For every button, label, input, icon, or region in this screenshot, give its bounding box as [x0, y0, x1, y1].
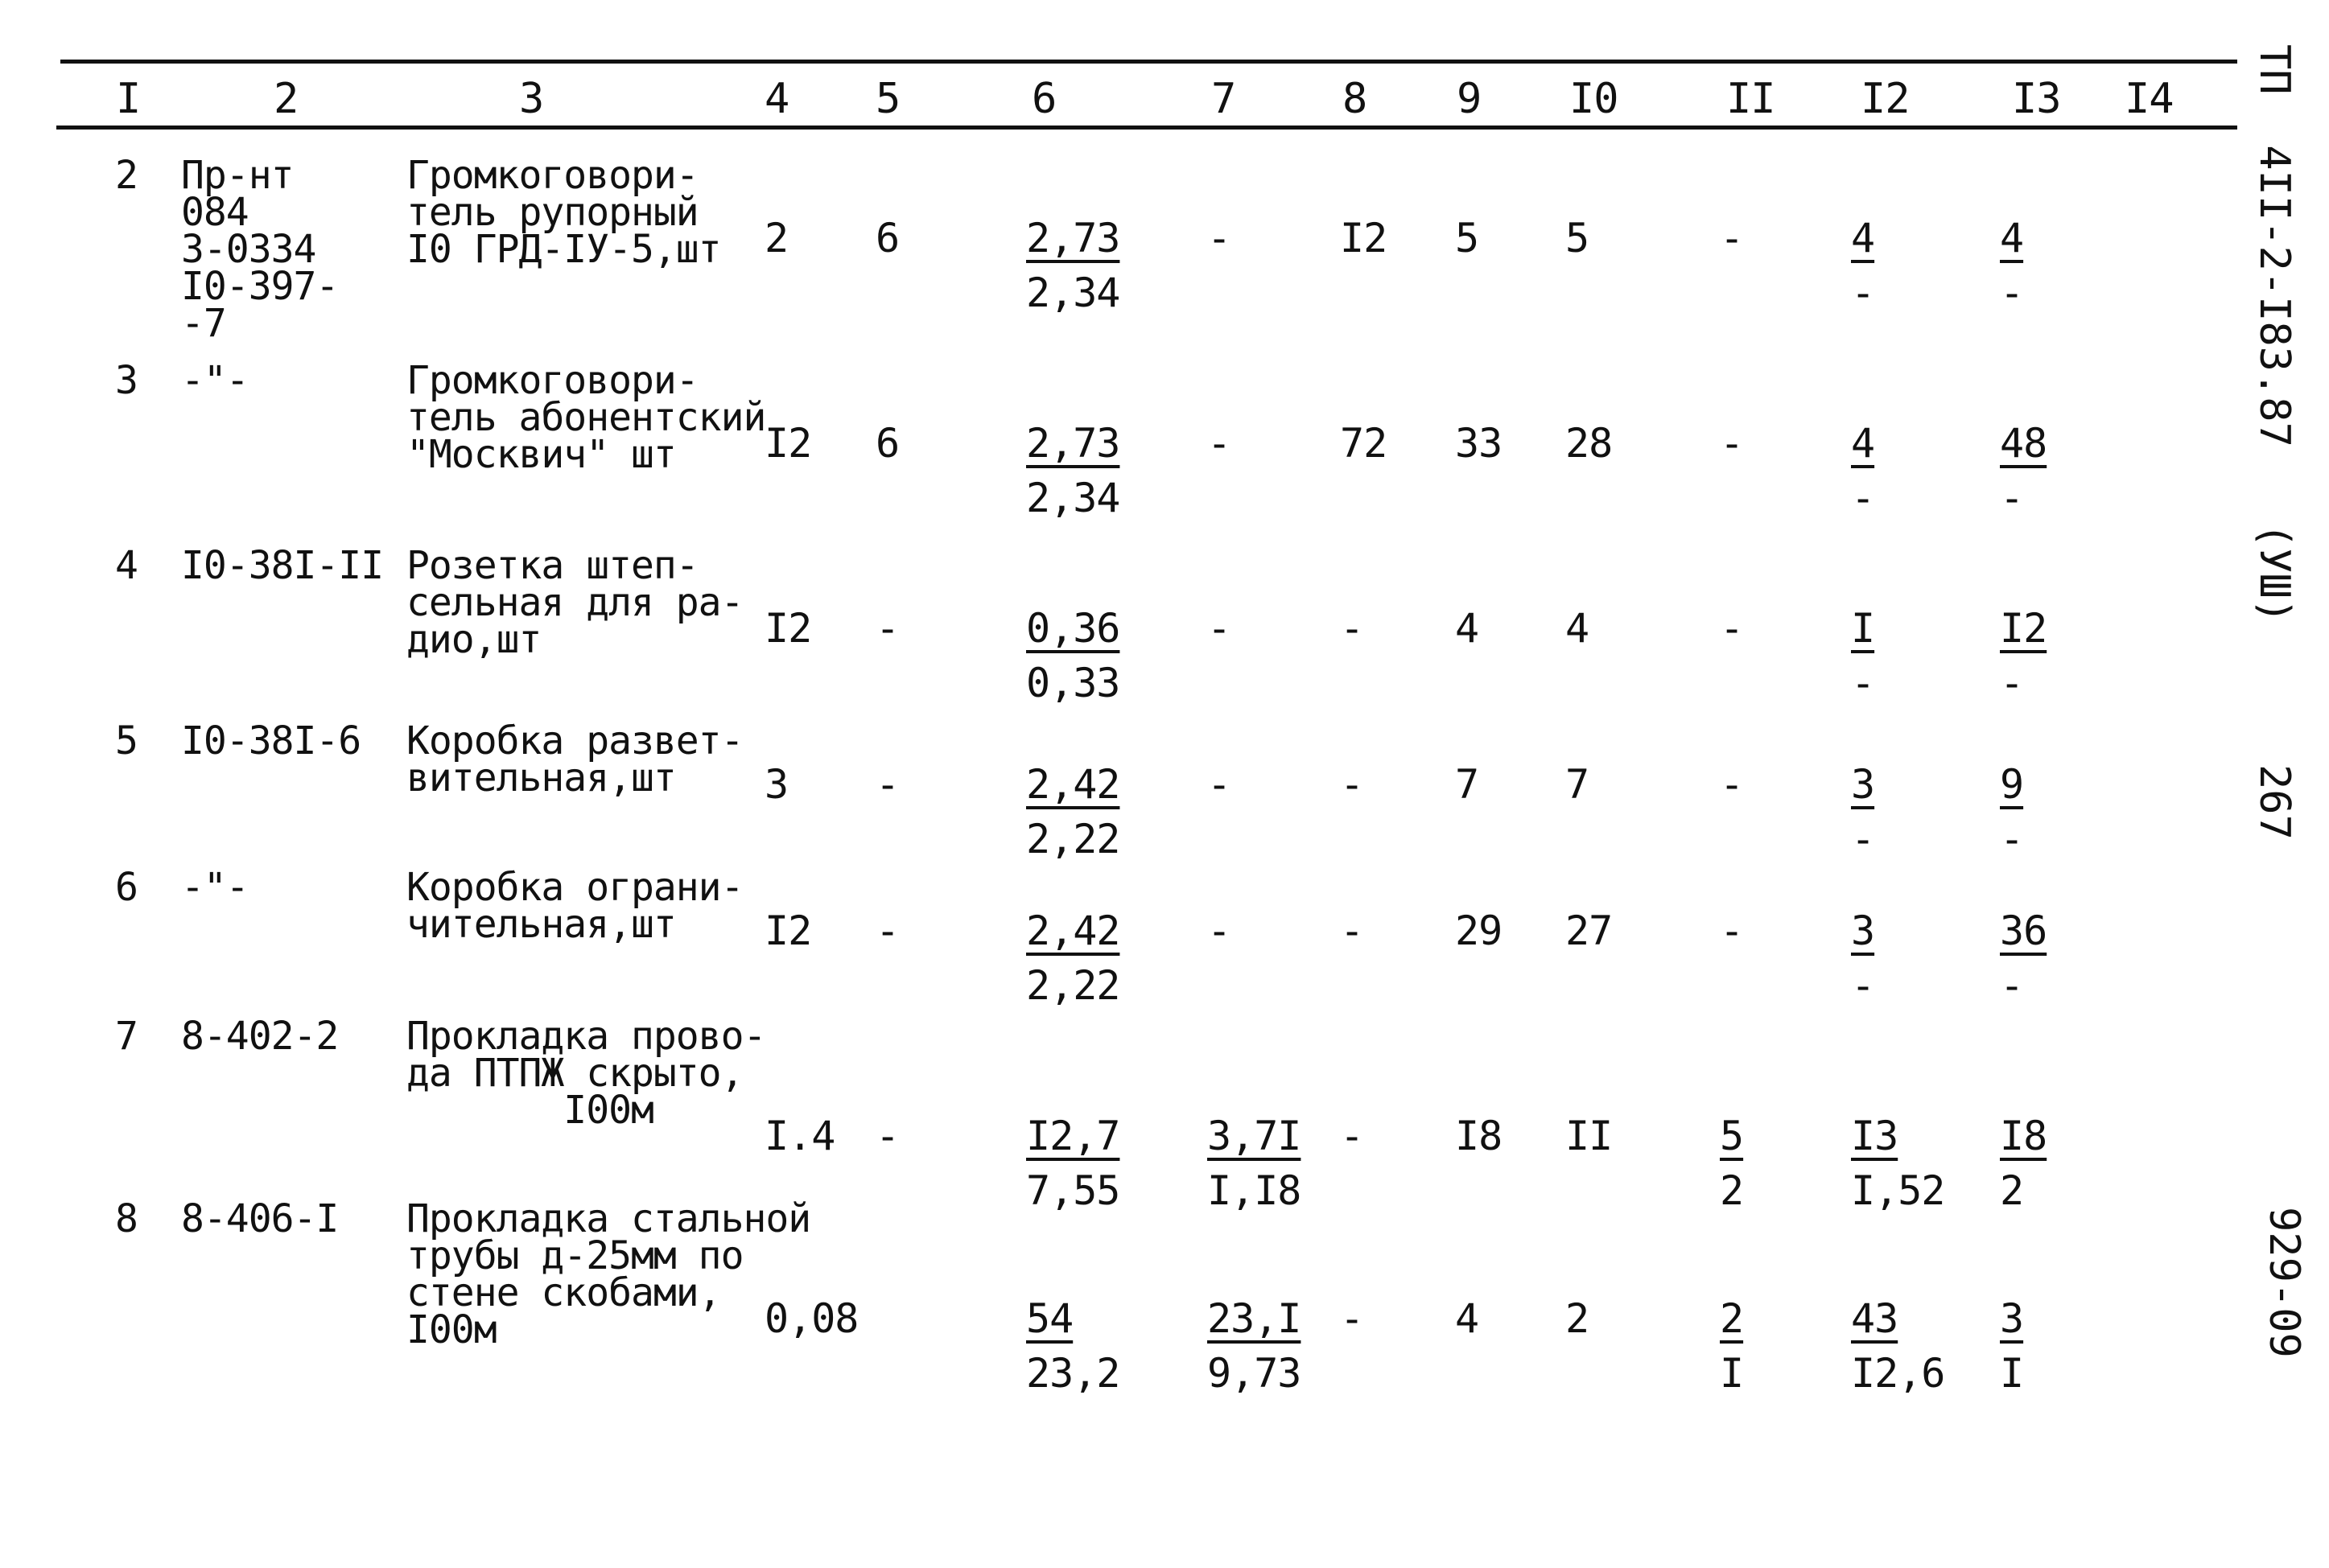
- col-header-9: 9: [1457, 75, 1482, 123]
- col11-top: -: [1720, 420, 1744, 467]
- work-name: Громкоговори- тель рупорный I0 ГРД-IУ-5,шт: [406, 153, 721, 272]
- top-rule: [60, 60, 2237, 64]
- col9-value: I8: [1455, 1113, 1503, 1159]
- col8-value: -: [1340, 1295, 1364, 1342]
- col7-bottom: 9,73: [1207, 1350, 1301, 1397]
- col13-top: I2: [2000, 605, 2047, 652]
- col8-value: I2: [1340, 215, 1387, 261]
- col5-value: -: [876, 761, 900, 808]
- col12-top: 4: [1851, 215, 1875, 261]
- col6-bottom: 23,2: [1026, 1350, 1120, 1397]
- row-number: 8: [115, 1196, 138, 1241]
- col7-top: -: [1207, 215, 1231, 261]
- side-doc-code: ТП 4II-2-I83.87 (УШ): [2250, 44, 2298, 624]
- col6-bottom: 0,33: [1026, 660, 1120, 706]
- col13-bottom: I: [2000, 1350, 2024, 1397]
- col9-value: 7: [1455, 761, 1479, 808]
- col12-top: 3: [1851, 907, 1875, 954]
- col13-bottom: 2: [2000, 1167, 2024, 1214]
- col-header-7: 7: [1211, 75, 1236, 123]
- col6-top: 2,42: [1026, 761, 1120, 808]
- col12-bottom: -: [1851, 475, 1875, 521]
- col13-top: 36: [2000, 907, 2047, 954]
- col-header-5: 5: [876, 75, 901, 123]
- col6-top: 2,73: [1026, 420, 1120, 467]
- col12-bottom: I2,6: [1851, 1350, 1945, 1397]
- rate-code: -"-: [181, 358, 249, 403]
- row-number: 4: [115, 543, 138, 588]
- col5-value: -: [876, 605, 900, 652]
- col9-value: 29: [1455, 907, 1503, 954]
- col12-bottom: -: [1851, 660, 1875, 706]
- col6-top: I2,7: [1026, 1113, 1120, 1159]
- col6-top: 2,42: [1026, 907, 1120, 954]
- col4-quantity: I2: [765, 605, 812, 652]
- col7-top: -: [1207, 420, 1231, 467]
- col10-value: 5: [1565, 215, 1589, 261]
- col5-value: 6: [876, 215, 900, 261]
- row-number: 3: [115, 358, 138, 403]
- col12-bottom: I,52: [1851, 1167, 1945, 1214]
- col13-bottom: -: [2000, 270, 2024, 316]
- col4-quantity: 2: [765, 215, 789, 261]
- work-name: Коробка ограни- чительная,шт: [406, 865, 744, 947]
- col10-value: 2: [1565, 1295, 1589, 1342]
- row-number: 7: [115, 1014, 138, 1059]
- col12-top: 3: [1851, 761, 1875, 808]
- col10-value: 28: [1565, 420, 1613, 467]
- col-header-13: I3: [2012, 75, 2061, 123]
- col9-value: 33: [1455, 420, 1503, 467]
- col13-bottom: -: [2000, 816, 2024, 862]
- col13-bottom: -: [2000, 475, 2024, 521]
- col-header-4: 4: [765, 75, 789, 123]
- col11-bottom: 2: [1720, 1167, 1744, 1214]
- row-number: 5: [115, 718, 138, 763]
- col10-value: 27: [1565, 907, 1613, 954]
- row-number: 6: [115, 865, 138, 910]
- col-header-10: I0: [1569, 75, 1618, 123]
- col11-top: -: [1720, 907, 1744, 954]
- work-name: Коробка развет- вительная,шт: [406, 718, 744, 800]
- rate-code: I0-38I-II: [181, 543, 384, 588]
- rate-code: -"-: [181, 865, 249, 910]
- col6-top: 54: [1026, 1295, 1074, 1342]
- work-name: Прокладка стальной трубы д-25мм по стене скобами, I00м: [406, 1196, 811, 1352]
- col6-bottom: 7,55: [1026, 1167, 1120, 1214]
- col-header-2: 2: [274, 75, 299, 123]
- col11-top: -: [1720, 215, 1744, 261]
- col11-top: -: [1720, 605, 1744, 652]
- col13-top: 4: [2000, 215, 2024, 261]
- col12-top: I3: [1851, 1113, 1898, 1159]
- col-header-14: I4: [2125, 75, 2174, 123]
- col9-value: 4: [1455, 1295, 1479, 1342]
- rate-code: I0-38I-6: [181, 718, 361, 763]
- col-header-8: 8: [1342, 75, 1367, 123]
- header-rule: [56, 126, 2237, 130]
- col6-bottom: 2,22: [1026, 962, 1120, 1009]
- col13-top: 9: [2000, 761, 2024, 808]
- col4-quantity: I2: [765, 907, 812, 954]
- col6-bottom: 2,22: [1026, 816, 1120, 862]
- col-header-11: II: [1726, 75, 1775, 123]
- col8-value: -: [1340, 907, 1364, 954]
- col8-value: -: [1340, 761, 1364, 808]
- col5-value: 6: [876, 420, 900, 467]
- rate-code: 8-402-2: [181, 1014, 339, 1059]
- col10-value: 4: [1565, 605, 1589, 652]
- col10-value: 7: [1565, 761, 1589, 808]
- col7-top: -: [1207, 761, 1231, 808]
- col11-top: 5: [1720, 1113, 1744, 1159]
- col7-bottom: I,I8: [1207, 1167, 1301, 1214]
- col13-bottom: -: [2000, 962, 2024, 1009]
- col4-quantity: 0,08: [765, 1295, 859, 1342]
- col5-value: -: [876, 907, 900, 954]
- col-header-1: I: [116, 75, 141, 123]
- col-header-12: I2: [1861, 75, 1910, 123]
- col12-bottom: -: [1851, 962, 1875, 1009]
- col13-top: I8: [2000, 1113, 2047, 1159]
- col8-value: 72: [1340, 420, 1387, 467]
- col6-top: 2,73: [1026, 215, 1120, 261]
- col12-top: 4: [1851, 420, 1875, 467]
- col7-top: -: [1207, 907, 1231, 954]
- col11-top: 2: [1720, 1295, 1744, 1342]
- col12-top: 43: [1851, 1295, 1898, 1342]
- col7-top: 3,7I: [1207, 1113, 1301, 1159]
- side-page-number: 267: [2250, 764, 2298, 840]
- work-name: Громкоговори- тель абонентский "Москвич" шт: [406, 358, 766, 477]
- col13-bottom: -: [2000, 660, 2024, 706]
- col6-top: 0,36: [1026, 605, 1120, 652]
- col-header-6: 6: [1032, 75, 1057, 123]
- col8-value: -: [1340, 1113, 1364, 1159]
- col4-quantity: I2: [765, 420, 812, 467]
- col7-top: 23,I: [1207, 1295, 1301, 1342]
- col6-bottom: 2,34: [1026, 270, 1120, 316]
- col12-bottom: -: [1851, 270, 1875, 316]
- col10-value: II: [1565, 1113, 1613, 1159]
- work-name: Розетка штеп- сельная для ра- дио,шт: [406, 543, 744, 662]
- rate-code: 8-406-I: [181, 1196, 339, 1241]
- col4-quantity: I.4: [765, 1113, 835, 1159]
- col9-value: 5: [1455, 215, 1479, 261]
- row-number: 2: [115, 153, 138, 198]
- work-name: Прокладка прово- да ПТПЖ скрыто, I00м: [406, 1014, 766, 1133]
- side-extra-code: 929-09: [2260, 1207, 2308, 1358]
- col13-top: 48: [2000, 420, 2047, 467]
- col9-value: 4: [1455, 605, 1479, 652]
- col12-bottom: -: [1851, 816, 1875, 862]
- col13-top: 3: [2000, 1295, 2024, 1342]
- col6-bottom: 2,34: [1026, 475, 1120, 521]
- col4-quantity: 3: [765, 761, 789, 808]
- rate-code: Пр-нт 084 3-0334 I0-397- -7: [181, 153, 339, 346]
- col12-top: I: [1851, 605, 1875, 652]
- col11-bottom: I: [1720, 1350, 1744, 1397]
- col-header-3: 3: [519, 75, 544, 123]
- col8-value: -: [1340, 605, 1364, 652]
- col7-top: -: [1207, 605, 1231, 652]
- col5-value: -: [876, 1113, 900, 1159]
- col11-top: -: [1720, 761, 1744, 808]
